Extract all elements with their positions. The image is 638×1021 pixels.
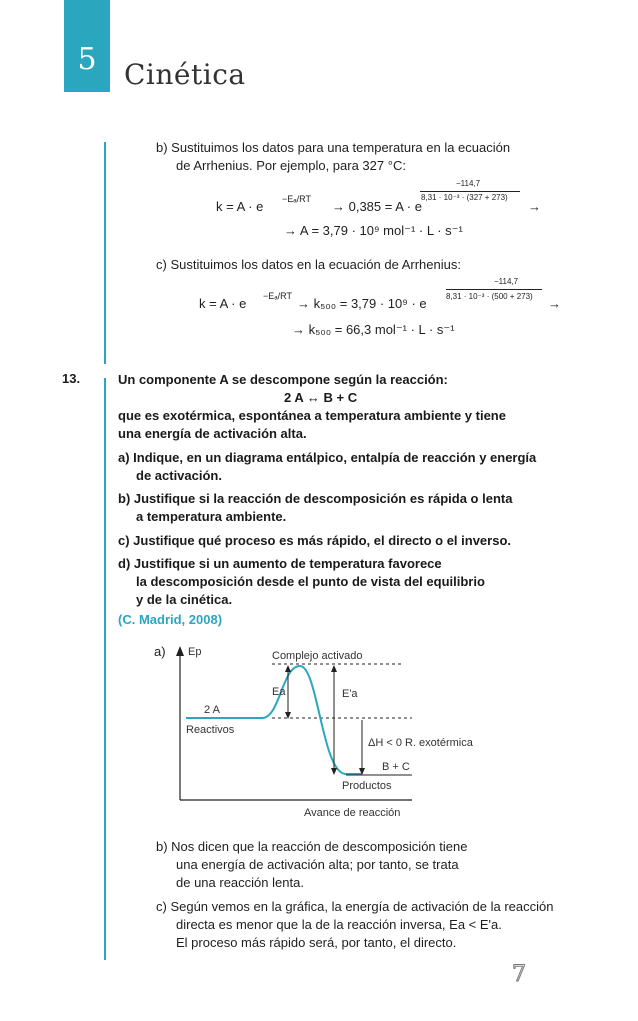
- energy-curve: [186, 666, 362, 774]
- complex-label: Complejo activado: [272, 650, 363, 662]
- answer-c-line2: directa es menor que la de la reacción inversa, Ea < E'a.: [176, 917, 502, 932]
- prev-b-eq1-sup: −Eₐ/RT: [282, 194, 311, 204]
- question-a-line2: de activación.: [136, 468, 222, 483]
- prev-b-eq1-arrow: →: [528, 199, 541, 214]
- question-source: (C. Madrid, 2008): [118, 612, 223, 627]
- prev-c-eq1-mid: → k₅₀₀ = 3,79 · 10⁹ · e: [297, 296, 427, 311]
- question-intro: Un componente A se descompone según la reacción:: [118, 372, 448, 387]
- ea-label: Ea: [272, 686, 286, 698]
- prev-c-eq1-arrow: →: [548, 296, 561, 311]
- prev-c-eq2: → k₅₀₀ = 66,3 mol⁻¹ · L · s⁻¹: [292, 322, 455, 337]
- ea-inverse-arrow-head-down: [331, 768, 337, 775]
- y-axis-arrow: [176, 646, 184, 656]
- question-c-line1: c) Justifique qué proceso es más rápido, el directo o el inverso.: [118, 533, 512, 548]
- prev-c-eq1-sup: −Eₐ/RT: [263, 291, 292, 301]
- y-axis-label: Ep: [188, 646, 202, 658]
- prev-b-line2: de Arrhenius. Por ejemplo, para 327 °C:: [176, 158, 406, 173]
- question-number: 13.: [62, 371, 81, 386]
- chapter-number: 5: [77, 42, 97, 77]
- question-line3: una energía de activación alta.: [118, 426, 307, 441]
- prev-b-eq1-num: −114,7: [456, 179, 481, 188]
- prev-c-line1: c) Sustituimos los datos en la ecuación de Arrhenius:: [156, 257, 461, 272]
- question-line2: que es exotérmica, espontánea a temperatura ambiente y tiene: [118, 408, 506, 423]
- prev-b-eq1-lhs: k = A · e: [216, 199, 264, 214]
- prev-b-eq1-mid: → 0,385 = A · e: [332, 199, 422, 214]
- chapter-title: Cinética: [124, 58, 246, 91]
- dh-label: ΔH < 0 R. exotérmica: [368, 737, 473, 749]
- products-label: Productos: [342, 780, 392, 792]
- question-b-line2: a temperatura ambiente.: [136, 509, 287, 524]
- answer-c-line1: c) Según vemos en la gráfica, la energía de activación de la reacción: [156, 899, 554, 914]
- answer-b-line3: de una reacción lenta.: [176, 875, 304, 890]
- reactants-label: Reactivos: [186, 724, 235, 736]
- ea-inverse-label: E'a: [342, 688, 358, 700]
- prev-c-eq1-num: −114,7: [494, 277, 519, 286]
- prev-c-eq1-den: 8,31 · 10⁻³ · (500 + 273): [446, 292, 533, 301]
- question-d-line2: la descomposición desde el punto de vista del equilibrio: [136, 574, 485, 589]
- reactants-species: 2 A: [204, 704, 220, 716]
- ea-inverse-arrow-head-up: [331, 665, 337, 672]
- question-d-line3: y de la cinética.: [136, 592, 233, 607]
- prev-c-eq1-lhs: k = A · e: [199, 296, 247, 311]
- prev-b-eq2: → A = 3,79 · 10⁹ mol⁻¹ · L · s⁻¹: [284, 223, 463, 238]
- products-species: B + C: [382, 761, 410, 773]
- question-b-line1: b) Justifique si la reacción de descomposición es rápida o lenta: [118, 491, 513, 506]
- diagram-part-label: a): [154, 644, 166, 659]
- ea-arrow-head-up: [285, 665, 291, 672]
- answer-c-line3: El proceso más rápido será, por tanto, el directo.: [176, 935, 457, 950]
- x-axis-label: Avance de reacción: [304, 807, 401, 819]
- prev-b-line1: b) Sustituimos los datos para una temperatura en la ecuación: [156, 140, 511, 155]
- question-reaction: 2 A ↔ B + C: [284, 390, 358, 405]
- question-d-line1: d) Justifique si un aumento de temperatura favorece: [118, 556, 442, 571]
- answer-b-line2: una energía de activación alta; por tanto, se trata: [176, 857, 459, 872]
- prev-b-eq1-den: 8,31 · 10⁻³ · (327 + 273): [421, 193, 508, 202]
- question-a-line1: a) Indique, en un diagrama entálpico, entalpía de reacción y energía: [118, 450, 537, 465]
- answer-b-line1: b) Nos dicen que la reacción de descomposición tiene: [156, 839, 468, 854]
- page-number: 7: [512, 962, 526, 987]
